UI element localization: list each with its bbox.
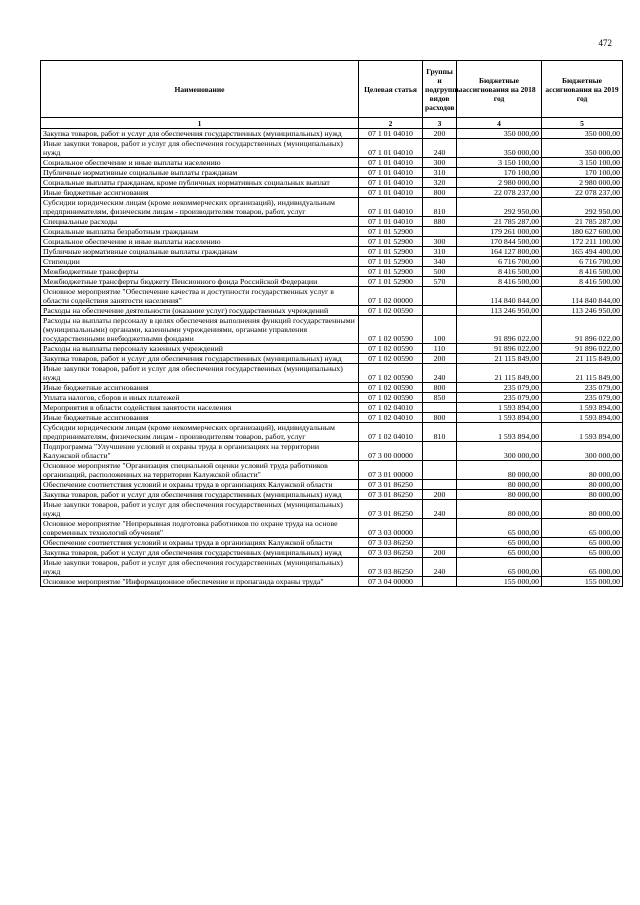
row-amount-2019: 91 896 022,00 [542, 344, 623, 354]
table-row [41, 277, 623, 287]
header-code: Целевая статья [359, 61, 423, 118]
row-amount-2019: 21 785 287,00 [542, 217, 623, 227]
row-amount-2018: 21 115 849,00 [457, 354, 542, 364]
row-amount-2019: 300 000,00 [542, 442, 623, 461]
row-name: Обеспечение соответствия условий и охраны труда в организациях Калужской области [41, 480, 359, 490]
header-2018: Бюджетные ассигнования на 2018 год [457, 61, 542, 118]
row-expense-group [423, 577, 457, 587]
row-name: Стипендии [41, 257, 359, 267]
row-amount-2018: 114 840 844,00 [457, 287, 542, 306]
row-target-code: 07 1 01 04010 [359, 217, 423, 227]
row-target-code: 07 1 01 52900 [359, 277, 423, 287]
row-target-code: 07 1 01 04010 [359, 168, 423, 178]
table-row [41, 442, 623, 461]
row-target-code: 07 1 02 00590 [359, 344, 423, 354]
row-expense-group: 850 [423, 393, 457, 403]
row-amount-2019: 80 000,00 [542, 461, 623, 480]
row-target-code: 07 1 02 04010 [359, 403, 423, 413]
table-row [41, 548, 623, 558]
table-row [41, 257, 623, 267]
row-expense-group [423, 442, 457, 461]
row-expense-group [423, 287, 457, 306]
row-amount-2018: 65 000,00 [457, 548, 542, 558]
row-name: Подпрограмма "Улучшение условий и охраны труда в организациях на территории Калужской области" [41, 442, 359, 461]
row-expense-group: 810 [423, 198, 457, 217]
row-name: Основное мероприятие "Организация специальной оценки условий труда работников организаций, расположенных на территории Калужской области" [41, 461, 359, 480]
row-amount-2019: 172 211 100,00 [542, 237, 623, 247]
row-amount-2019: 1 593 894,00 [542, 403, 623, 413]
row-expense-group: 240 [423, 558, 457, 577]
row-target-code: 07 1 01 04010 [359, 139, 423, 158]
table-row [41, 577, 623, 587]
column-number: 5 [542, 118, 623, 129]
row-expense-group: 800 [423, 188, 457, 198]
row-target-code: 07 1 01 52900 [359, 267, 423, 277]
row-target-code: 07 3 00 00000 [359, 442, 423, 461]
row-name: Иные закупки товаров, работ и услуг для обеспечения государственных (муниципальных) нужд [41, 139, 359, 158]
row-name: Субсидии юридическим лицам (кроме некоммерческих организаций), индивидуальным предпринимателям, физическим лицам - производителям товаров, работ, услуг [41, 198, 359, 217]
table-row [41, 500, 623, 519]
row-name: Расходы на выплаты персоналу в целях обеспечения выполнения функций государственными (муниципальными) органами, казенными учреждениями, органами управления государственными внебюджетными фондами [41, 316, 359, 344]
row-name: Межбюджетные трансферты [41, 267, 359, 277]
row-amount-2018: 350 000,00 [457, 139, 542, 158]
row-name: Закупка товаров, работ и услуг для обеспечения государственных (муниципальных) нужд [41, 490, 359, 500]
row-amount-2019: 165 494 400,00 [542, 247, 623, 257]
table-row [41, 423, 623, 442]
row-amount-2018: 21 785 287,00 [457, 217, 542, 227]
row-amount-2018: 179 261 000,00 [457, 227, 542, 237]
table-row [41, 316, 623, 344]
table-row [41, 158, 623, 168]
row-amount-2018: 80 000,00 [457, 480, 542, 490]
row-amount-2019: 292 950,00 [542, 198, 623, 217]
row-expense-group [423, 519, 457, 538]
row-expense-group: 800 [423, 383, 457, 393]
table-row [41, 413, 623, 423]
row-amount-2018: 2 980 000,00 [457, 178, 542, 188]
row-expense-group: 310 [423, 247, 457, 257]
row-expense-group: 300 [423, 237, 457, 247]
row-expense-group: 800 [423, 413, 457, 423]
table-body [41, 129, 623, 587]
row-target-code: 07 3 01 00000 [359, 461, 423, 480]
row-target-code: 07 3 01 86250 [359, 480, 423, 490]
table-row [41, 538, 623, 548]
row-amount-2018: 170 100,00 [457, 168, 542, 178]
table-row [41, 227, 623, 237]
row-name: Социальные выплаты безработным гражданам [41, 227, 359, 237]
row-amount-2018: 170 844 500,00 [457, 237, 542, 247]
row-expense-group [423, 480, 457, 490]
row-amount-2018: 22 078 237,00 [457, 188, 542, 198]
row-name: Иные бюджетные ассигнования [41, 383, 359, 393]
column-number: 1 [41, 118, 359, 129]
row-target-code: 07 1 02 00000 [359, 287, 423, 306]
row-expense-group [423, 538, 457, 548]
column-numbers-row [41, 118, 623, 129]
row-amount-2019: 180 627 600,00 [542, 227, 623, 237]
row-target-code: 07 1 02 04010 [359, 423, 423, 442]
row-amount-2018: 235 079,00 [457, 383, 542, 393]
row-expense-group: 340 [423, 257, 457, 267]
table-row [41, 139, 623, 158]
row-amount-2019: 3 150 100,00 [542, 158, 623, 168]
row-amount-2019: 80 000,00 [542, 500, 623, 519]
row-target-code: 07 1 01 04010 [359, 158, 423, 168]
row-expense-group: 200 [423, 548, 457, 558]
row-name: Публичные нормативные социальные выплаты гражданам [41, 168, 359, 178]
column-number: 4 [457, 118, 542, 129]
header-name: Наименование [41, 61, 359, 118]
table-row [41, 129, 623, 139]
row-amount-2019: 21 115 849,00 [542, 364, 623, 383]
table-row [41, 344, 623, 354]
table-row [41, 217, 623, 227]
row-name: Мероприятия в области содействия занятости населения [41, 403, 359, 413]
table-row [41, 198, 623, 217]
row-amount-2019: 1 593 894,00 [542, 423, 623, 442]
row-expense-group: 240 [423, 500, 457, 519]
row-target-code: 07 3 03 86250 [359, 548, 423, 558]
table-row [41, 178, 623, 188]
row-target-code: 07 1 02 00590 [359, 354, 423, 364]
row-amount-2019: 6 716 700,00 [542, 257, 623, 267]
table-row [41, 461, 623, 480]
row-expense-group [423, 403, 457, 413]
row-expense-group: 500 [423, 267, 457, 277]
row-target-code: 07 1 01 04010 [359, 129, 423, 139]
row-name: Иные закупки товаров, работ и услуг для обеспечения государственных (муниципальных) нужд [41, 500, 359, 519]
row-amount-2018: 292 950,00 [457, 198, 542, 217]
row-expense-group: 200 [423, 354, 457, 364]
row-amount-2018: 80 000,00 [457, 461, 542, 480]
row-amount-2019: 22 078 237,00 [542, 188, 623, 198]
row-amount-2019: 114 840 844,00 [542, 287, 623, 306]
row-amount-2019: 65 000,00 [542, 558, 623, 577]
row-target-code: 07 1 01 52900 [359, 227, 423, 237]
row-amount-2019: 65 000,00 [542, 519, 623, 538]
row-amount-2018: 65 000,00 [457, 519, 542, 538]
row-expense-group: 810 [423, 423, 457, 442]
row-amount-2018: 3 150 100,00 [457, 158, 542, 168]
row-amount-2019: 350 000,00 [542, 129, 623, 139]
table-row [41, 490, 623, 500]
table-row [41, 383, 623, 393]
row-amount-2018: 65 000,00 [457, 558, 542, 577]
row-name: Обеспечение соответствия условий и охраны труда в организациях Калужской области [41, 538, 359, 548]
row-name: Иные бюджетные ассигнования [41, 188, 359, 198]
row-amount-2018: 80 000,00 [457, 490, 542, 500]
row-name: Закупка товаров, работ и услуг для обеспечения государственных (муниципальных) нужд [41, 548, 359, 558]
budget-table [40, 60, 623, 587]
row-expense-group: 880 [423, 217, 457, 227]
row-target-code: 07 1 02 00590 [359, 316, 423, 344]
header-2019: Бюджетные ассигнования на 2019 год [542, 61, 623, 118]
row-name: Публичные нормативные социальные выплаты гражданам [41, 247, 359, 257]
row-amount-2018: 1 593 894,00 [457, 423, 542, 442]
row-amount-2018: 21 115 849,00 [457, 364, 542, 383]
row-name: Социальное обеспечение и иные выплаты населению [41, 237, 359, 247]
row-amount-2018: 8 416 500,00 [457, 277, 542, 287]
row-expense-group: 200 [423, 490, 457, 500]
row-amount-2019: 155 000,00 [542, 577, 623, 587]
table-row [41, 247, 623, 257]
table-row [41, 267, 623, 277]
row-name: Расходы на обеспечение деятельности (оказание услуг) государственных учреждений [41, 306, 359, 316]
row-amount-2018: 113 246 950,00 [457, 306, 542, 316]
table-row [41, 393, 623, 403]
column-number: 2 [359, 118, 423, 129]
row-target-code: 07 1 02 00590 [359, 393, 423, 403]
row-name: Расходы на выплаты персоналу казенных учреждений [41, 344, 359, 354]
row-amount-2018: 300 000,00 [457, 442, 542, 461]
row-name: Основное мероприятие "Обеспечение качества и доступности государственных услуг в области содействия занятости населения" [41, 287, 359, 306]
table-row [41, 168, 623, 178]
row-expense-group: 310 [423, 168, 457, 178]
row-name: Иные закупки товаров, работ и услуг для обеспечения государственных (муниципальных) нужд [41, 558, 359, 577]
row-expense-group [423, 461, 457, 480]
row-amount-2018: 155 000,00 [457, 577, 542, 587]
row-expense-group: 240 [423, 364, 457, 383]
table-header [41, 61, 623, 129]
row-amount-2018: 91 896 022,00 [457, 316, 542, 344]
row-amount-2019: 2 980 000,00 [542, 178, 623, 188]
table-row [41, 188, 623, 198]
row-target-code: 07 1 01 04010 [359, 178, 423, 188]
row-target-code: 07 3 03 86250 [359, 558, 423, 577]
row-amount-2019: 80 000,00 [542, 490, 623, 500]
row-target-code: 07 3 03 00000 [359, 519, 423, 538]
row-target-code: 07 1 01 04010 [359, 198, 423, 217]
row-amount-2019: 235 079,00 [542, 383, 623, 393]
row-amount-2019: 65 000,00 [542, 538, 623, 548]
row-expense-group [423, 227, 457, 237]
row-expense-group: 320 [423, 178, 457, 188]
row-amount-2019: 8 416 500,00 [542, 267, 623, 277]
row-amount-2018: 1 593 894,00 [457, 413, 542, 423]
column-number: 3 [423, 118, 457, 129]
row-target-code: 07 3 01 86250 [359, 490, 423, 500]
row-amount-2019: 113 246 950,00 [542, 306, 623, 316]
row-target-code: 07 1 02 00590 [359, 306, 423, 316]
row-expense-group: 110 [423, 344, 457, 354]
table-row [41, 237, 623, 247]
row-amount-2018: 8 416 500,00 [457, 267, 542, 277]
row-amount-2019: 91 896 022,00 [542, 316, 623, 344]
row-amount-2019: 350 000,00 [542, 139, 623, 158]
table-row [41, 364, 623, 383]
row-amount-2018: 91 896 022,00 [457, 344, 542, 354]
row-target-code: 07 1 01 52900 [359, 247, 423, 257]
table-row [41, 480, 623, 490]
table-row [41, 558, 623, 577]
row-name: Основное мероприятие "Непрерывная подготовка работников по охране труда на основе современных технологий обучения" [41, 519, 359, 538]
row-target-code: 07 1 02 04010 [359, 413, 423, 423]
row-amount-2019: 8 416 500,00 [542, 277, 623, 287]
row-amount-2018: 65 000,00 [457, 538, 542, 548]
row-target-code: 07 3 04 00000 [359, 577, 423, 587]
row-expense-group: 300 [423, 158, 457, 168]
page-number: 472 [598, 38, 612, 48]
row-name: Социальное обеспечение и иные выплаты населению [41, 158, 359, 168]
row-amount-2018: 6 716 700,00 [457, 257, 542, 267]
row-amount-2019: 235 079,00 [542, 393, 623, 403]
row-amount-2018: 350 000,00 [457, 129, 542, 139]
row-target-code: 07 1 02 00590 [359, 383, 423, 393]
row-target-code: 07 1 01 04010 [359, 188, 423, 198]
row-amount-2019: 170 100,00 [542, 168, 623, 178]
row-amount-2018: 164 127 800,00 [457, 247, 542, 257]
row-target-code: 07 3 03 86250 [359, 538, 423, 548]
row-amount-2019: 80 000,00 [542, 480, 623, 490]
row-target-code: 07 1 01 52900 [359, 237, 423, 247]
row-expense-group: 240 [423, 139, 457, 158]
row-amount-2018: 235 079,00 [457, 393, 542, 403]
row-target-code: 07 1 01 52900 [359, 257, 423, 267]
row-amount-2018: 1 593 894,00 [457, 403, 542, 413]
table-row [41, 403, 623, 413]
row-expense-group: 200 [423, 129, 457, 139]
table-row [41, 354, 623, 364]
row-name: Уплата налогов, сборов и иных платежей [41, 393, 359, 403]
row-name: Закупка товаров, работ и услуг для обеспечения государственных (муниципальных) нужд [41, 129, 359, 139]
row-name: Социальные выплаты гражданам, кроме публичных нормативных социальных выплат [41, 178, 359, 188]
row-amount-2018: 80 000,00 [457, 500, 542, 519]
row-name: Субсидии юридическим лицам (кроме некоммерческих организаций), индивидуальным предпринимателям, физическим лицам - производителям товаров, работ, услуг [41, 423, 359, 442]
row-name: Межбюджетные трансферты бюджету Пенсионного фонда Российской Федерации [41, 277, 359, 287]
table-row [41, 306, 623, 316]
row-name: Основное мероприятие "Информационное обеспечение и пропаганда охраны труда" [41, 577, 359, 587]
row-expense-group: 100 [423, 316, 457, 344]
row-name: Закупка товаров, работ и услуг для обеспечения государственных (муниципальных) нужд [41, 354, 359, 364]
row-name: Специальные расходы [41, 217, 359, 227]
row-name: Иные закупки товаров, работ и услуг для обеспечения государственных (муниципальных) нужд [41, 364, 359, 383]
row-expense-group [423, 306, 457, 316]
table-row [41, 519, 623, 538]
row-amount-2019: 1 593 894,00 [542, 413, 623, 423]
row-expense-group: 570 [423, 277, 457, 287]
row-amount-2019: 65 000,00 [542, 548, 623, 558]
row-name: Иные бюджетные ассигнования [41, 413, 359, 423]
table-row [41, 287, 623, 306]
header-group: Группы и подгруппы видов расходов [423, 61, 457, 118]
row-amount-2019: 21 115 849,00 [542, 354, 623, 364]
row-target-code: 07 3 01 86250 [359, 500, 423, 519]
row-target-code: 07 1 02 00590 [359, 364, 423, 383]
